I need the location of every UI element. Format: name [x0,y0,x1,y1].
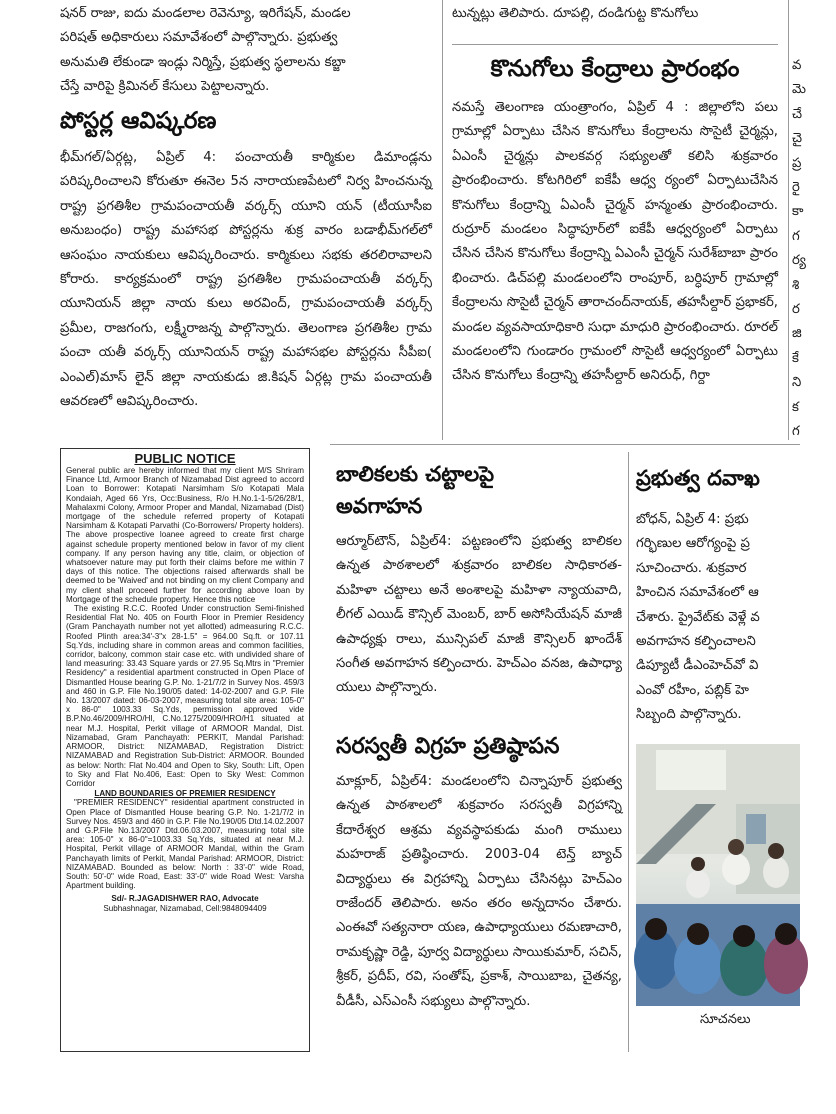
column-divider [628,452,629,1052]
notice-signature: Sd/- R.JAGADISHWER RAO, Advocate [111,894,259,904]
article-line: బోధన్, ఏప్రిల్ 4: ప్రభు [636,512,749,527]
edge-char: మె [792,82,806,98]
edge-char: కే [792,350,799,366]
kendralu-body: నమస్తే తెలంగాణ యంత్రాంగం, ఏప్రిల్ 4 : జిల్లాలోని పలు గ్రామాల్లో ఏర్పాటు చేసిన కొనుగోలు కేంద్రాలను సొసైటీ చైర్మన్లు, ఏఎంసీ చైర్మన్లు పాలకవర్గ సభ్యులతో కలిసి శుక్రవారం ప్రారంభించారు. కోటగిరిలో ఐకేపీ ఆధ్వ ర్యంలో ఏర్పాటుచేసిన కొనుగోలు కేంద్రాన్ని ఏఎంసీ చైర్మన్ హన్మంతు ప్రారంభించారు. రుద్రూర్ మండలం సిద్ధాపూర్‌లో ఐకేపీ ఆధ్వర్యంలో ఏర్పాటు చేసిన చేసిన కొనుగోలు కేంద్రాన్ని ఏఎంసీ చైర్మన్ సురేశ్‌బాబా ప్రారం భించారు. డిచ్‌పల్లి మండలంలోని రాంపూర్, బర్ధిపూర్ గ్రామాల్లో కేంద్రాలను సొసైటీ చైర్మన్ తారాచంద్‌నాయక్, తహసీల్దార్ ప్రభాకర్, మండల వ్యవసాయాధికారి సుధా మాధురి ప్రారంభించారు. రూరల్ మండలంలోని గుండారం గ్రామంలో సొసైటీ ఆధ్వర్యంలో ఏర్పాటు చేసిన కొనుగోలు కేంద్రాన్ని తహసీల్దార్ అనిరుధ్, గిర్దా [452,100,778,384]
notice-paragraph: The existing R.C.C. Roofed Under construction Semi-finished Residential Flat No. 405 on Fourth Floor in Premier Residency (Gram Panchayath number not yet allotted) admeasuring R.C.C. Roofed Plinth area:34'-3"x 28-1.5" = 964.00 Sq.ft. or 107.11 Sq.Yds, including share in common areas and common facilities, corridor, balcony, common stair case etc. with undivided share of land measuring: 33.43 Square yards or 27.95 Sq.Mtrs in "Premier Residency" a residential apartment constructed in Open Place of Dismantled House bearing G.P. No. 1-21/7/2 in Survey Nos. 459/3 and 460 in G.P. File No.190/05 dated: 14-02-2007 and G.P. File No. 13/2007 dated: 06-03-2007, measuring total site area: 105-0" x 86-0" 1003.33 Sq.Yds, permission approved vide B.P.No.46/2009/HRO/HI, C.No.1275/2009/HRO/H1 situated at near M.J. Hospital, Perkit village of ARMOOR Mandal, Dist. Nizamabad, Gram Panchayath: PERKIT, Mandal Parishad: ARMOOR, District: NIZAMABAD, Registration District: NIZAMABAD and Registration Sub-District: ARMOOR. Bounded as below: North: Flat No.404 and Open to Sky, South: Lift, Open to Sky and Flat No.406, East: Open to Sky West: Common Corridor [66,604,304,788]
article-line: గర్భిణుల ఆరోగ్యంపై ప్ర [636,536,750,552]
edge-char: చై [792,131,803,147]
column-divider [788,0,789,440]
middle-top-line: టున్నట్లు తెలిపారు. దూపల్లి, దండిగుట్ట కొనుగోలు [452,6,699,21]
article-line: డిప్యూటీ డీఎంహెచ్‌వో వి [636,658,759,674]
davakhana-headline: ప్రభుత్వ దవాఖ [636,466,760,490]
meeting-photo-illustration [636,744,800,1006]
article-line: చేశారు. ప్రైవేట్‌కు వెళ్లే వ [636,609,760,625]
meeting-photo [636,744,800,1006]
right-edge-column [792,54,804,445]
article-line: చేస్తే వారిపై క్రిమినల్ కేసులు పెట్టాలన్నారు. [60,79,270,95]
article-line: పరిషత్ అధికారులు సమావేశంలో పాల్గొన్నారు. ప్రభుత్వ [60,30,338,46]
notice-title: PUBLIC NOTICE [134,451,236,466]
column-divider [442,0,443,440]
davakhana-body [636,508,800,728]
notice-paragraph: General public are hereby informed that my client M/S Shriram Finance Ltd, Armoor Branch of Nizamabad Dist agreed to accord Loan to Borrower: Kotapati Narsimham S/o Kotapati Mala Kondaiah, Aged 66 Yrs, Occ:Business, R/o H.No.1-1-5/26/28/1, Mahalaxmi Colony, Armoor Proper and Mandal, Nizamabad (Dist) mortgage of the schedule referred property of Kotapati Narsimham & Kotapati Parvathi (Co-Borrowers/ Property holders). The above prospective loanee agreed to create first charge against schedule property mentioned below in favor of my client company. If any person having any title, claim, or objection of whatsoever nature may put forth their claims before me within 7 days of this notice. The objections raised afterwards shall be deemed to be 'Waived' and not binding on my client Company and my client shall proceed further for according above loan by Mortgage of the schedule property. Hence this notice [66,466,304,604]
article-line: సూచించారు. శుక్రవార [636,560,747,576]
balikalaku-headline: బాలికలకు చట్టాలపై అవగాహన [336,462,495,518]
edge-char: కా [792,204,804,220]
kendralu-headline: కొనుగోలు కేంద్రాలు ప్రారంభం [490,56,740,82]
public-notice-box [60,448,310,1052]
edge-char: జి [792,326,802,342]
headline-rule [452,44,778,45]
edge-char: గ [792,424,800,440]
edge-char: శి [792,277,800,293]
section-divider [330,444,800,445]
article-line: సిబ్బంది పాల్గొన్నారు. [636,707,742,723]
notice-subtitle: LAND BOUNDARIES OF PREMIER RESIDENCY [94,789,276,799]
edge-char: క [792,399,799,415]
edge-char: ని [792,375,802,391]
article-line: అవగాహన కల్పించాలని [636,634,756,650]
edge-char: చే [792,106,803,122]
article-line: షనర్ రాజు, ఐదు మండలాల రెవెన్యూ, ఇరిగేషన్, మండల [60,6,351,21]
posters-body: భీమ్‌గల్/ఏర్గట్ల, ఏప్రిల్ 4: పంచాయతీ కార్మికుల డిమాండ్లను పరిష్కరించాలని కోరుతూ ఈనెల 5న నారాయణపేటలో నిర్వ హించనున్న రాష్ట్ర ప్రగతిశీల గ్రామపంచాయతీ వర్కర్స్ యూని యన్ (టీయూసీఐ అనుబంధం) రాష్ట్ర మహాసభ పోస్టర్లను శుక్ర వారం బడాభీమ్‌గల్‌లో ఆసంఘం నాయకులు ఆవిష్కరించారు. కార్మికులు సభకు తరలిరావాలని కోరారు. కార్యక్రమంలో రాష్ట్ర ప్రగతిశీల గ్రామపంచాయతీ వర్కర్స్ యూనియన్ జిల్లా నాయ కులు అరవింద్, గ్రామపంచాయతీ వర్కర్స్ ప్రమీల, రాజగంగు, లక్ష్మీరాజన్న పాల్గొన్నారు. తెలంగాణ ప్రగతిశీల గ్రామ పంచా యతీ వర్కర్స్ యూనియన్ రాష్ట్ర మహాసభల పోస్టర్లను సీపీఐ( ఎంఎల్)మాస్ లైన్ జిల్లా నాయకుడు జి.కిషన్ ఏర్గట్ల గ్రామ పంచాయతీ ఆవరణలో ఆవిష్కరించారు. [60,150,432,410]
balikalaku-body: ఆర్మూర్‌టౌన్, ఏప్రిల్4: పట్టణంలోని ప్రభుత్వ బాలికల ఉన్నత పాఠశాలలో శుక్రవారం బాలికల సాధికారత-మహిళా చట్టాలు అనే అంశాలపై మహిళా న్యాయవాది, లీగల్ ఎయిడ్ కౌన్సిల్ మెంబర్, బార్ అసోసియేషన్ మాజీ ఉపాధ్యక్షు రాలు, మున్సిపల్ మాజీ కౌన్సిలర్ ఖాందేశ్ సంగీత అవగాహన కల్పించారు. హెచ్‌ఎం వనజ, ఉపాధ్యా యులు పాల్గొన్నారు. [336,534,622,696]
saraswathi-headline: సరస్వతీ విగ్రహ ప్రతిష్ఠాపన [336,734,560,759]
notice-paragraph: "PREMIER RESIDENCY" residential apartment constructed in Open Place of Dismantled House bearing G.P. No. 1-21/7/2 in Survey Nos. 459/3 and 460 in G.P. File No.190/05 Dtd.14.02.2007 and G.P.File No.13/2007 Dtd.06.03.2007, measuring total site area: 105-0" x 86-0"=1003.33 Sq.Yds, situated at near M.J. Hospital, Perkit village of ARMOOR Mandal, within the Gram Panchayath limits of Perkit, Mandal Parishad: ARMOOR, District: NIZAMABAD. Bounded as below: North : 33'-0" wide Road, South: 50'-0" wide Road, East: 33'-0" wide Road West: Varsha Apartment building. [66,798,304,891]
article-line: ఎంవో రహీం, పబ్లిక్ హె [636,682,749,698]
article-line: అనుమతి లేకుండా ఇండ్లు నిర్మిస్తే, ప్రభుత్వ స్థలాలను కబ్జా [60,54,346,70]
edge-char: ర్య [792,253,806,269]
article-line: హించిన సమావేశంలో ఆ [636,585,759,601]
posters-headline: పోస్టర్ల ఆవిష్కరణ [60,108,217,134]
edge-char: ర [792,302,800,318]
saraswathi-body: మాక్లూర్, ఏప్రిల్4: మండలంలోని చిన్నాపూర్ ప్రభుత్వ ఉన్నత పాఠశాలలో శుక్రవారం సరస్వతీ విగ్రహాన్ని కేదారేశ్వర ఆశ్రమ వ్యవస్థాపకుడు మంగి రాములు మహరాజ్ ప్రతిష్ఠించారు. 2003-04 టెన్త్ బ్యాచ్ విద్యార్థులు ఈ విగ్రహాన్ని ఏర్పాటు చేసినట్లు హెచ్‌ఎం రాజేందర్ తెలిపారు. అనం తరం అన్నదానం చేశారు. ఎంఈవో సత్యనారా యణ, ఉపాధ్యాయులు రమణాచారి, రామకృష్ణా రెడ్డి, పూర్వ విద్యార్థులు సాయికుమార్, సచిన్, శ్రీకర్, ప్రదీప్, రవి, సంతోష్, ప్రకాశ్, సాయిబాబ, చైతన్య, వీడీసీ, ఎస్‌ఎంసీ సభ్యులు పాల్గొన్నారు. [336,774,622,1009]
photo-caption: సూచనలు [700,1012,751,1027]
edge-char: ప్ర [792,155,802,171]
notice-address: Subhashnagar, Nizamabad, Cell:9848094409 [103,903,267,913]
left-top-article [60,2,432,100]
edge-char: వ [792,58,802,73]
edge-char: రై [792,180,800,196]
edge-char: గ [792,228,800,244]
